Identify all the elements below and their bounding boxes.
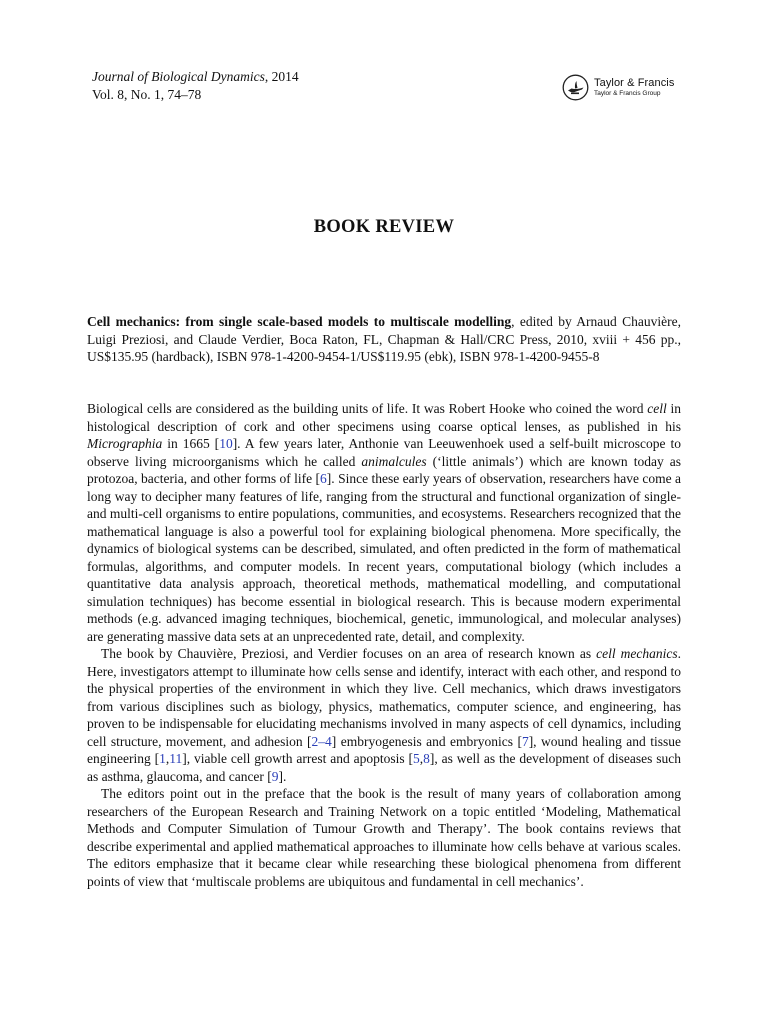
reference-link[interactable]: 7 [521, 733, 529, 749]
paragraph-2 [87, 645, 681, 785]
text: , [165, 751, 170, 766]
text: ] embryogenesis and embryonics [ [331, 733, 522, 749]
review-body [87, 400, 681, 890]
reference-link[interactable]: 9 [271, 768, 279, 784]
italic-term: cell mechanics [596, 646, 678, 661]
paragraph-1 [87, 400, 681, 645]
text: ], wound healing and tissue engineering [ [87, 733, 681, 766]
reference-link[interactable]: 1 [159, 751, 166, 766]
text: The book by Chauvière, Preziosi, and Verdier focuses on an area of research known as [101, 646, 597, 661]
text: (‘little animals’) which are known today as protozoa, bacteria, and other forms of life [ [87, 453, 681, 486]
book-title: Cell mechanics: from single scale-based models to multiscale modelling [87, 314, 512, 329]
text: , [419, 751, 424, 766]
text: ]. A few years later, Anthonie van Leeuwenhoek used a self-built microscope to observe living microorganisms which he called [87, 436, 681, 469]
journal-volume: Vol. 8, No. 1, 74–78 [92, 87, 202, 102]
lamp-icon [562, 74, 589, 101]
text: in histological description of cork and other specimens using coarse optical lenses, as published in his [87, 401, 681, 434]
reference-link[interactable]: 2–4 [311, 733, 332, 749]
publisher-group: Taylor & Francis Group [594, 90, 661, 97]
text: Biological cells are considered as the building units of life. It was Robert Hooke who coined the word [87, 401, 648, 416]
journal-year: , 2014 [264, 69, 299, 84]
text: . Here, investigators attempt to illuminate how cells sense and identify, interact with each other, and respond to the physical properties of the environment in which they live. Cell mechanics, which draws investigators from various disciplines such as biology, physics, mathematics, computer science, and engineering, has proven to be indispensable for elucidating mechanisms involved in many aspects of cell dynamics, including cell structure, movement, and adhesion [ [87, 646, 681, 749]
journal-info [92, 68, 299, 104]
italic-term: animalcules [361, 453, 427, 469]
italic-term: cell [647, 401, 667, 416]
text: ]. Since these early years of observation, researchers have come a long way to decipher many features of life, ranging from the structural and functional organization of single- and multi-cell organisms to entire populations, communities, and ecosystems. Researchers recognized that the mathematical language is also a powerful tool for explaining biological phenomena. More specifically, the dynamics of biological systems can be described, simulated, and often predicted in the form of mathematical formulas, algorithms, and computer models. In recent years, computational biology (which includes a quantitative data analysis approach, theoretical methods, mathematical modelling, and computational simulation techniques) has become essential in biological research. This is because modern experimental methods (e.g. advanced imaging techniques, biochemical, genetic, immunological, and molecular analyses) are generating massive data sets at an unprecedented rate, detail, and complexity. [87, 471, 681, 644]
journal-citation-line [92, 68, 299, 86]
publisher-logo [562, 74, 674, 101]
paragraph-3: The editors point out in the preface that the book is the result of many years of collaboration among researchers of the European Research and Training Network on a topic entitled ‘Modeling, Mathematical Methods and Computer Simulation of Tumour Growth and Therapy’. The book contains reviews that describe experimental and applied mathematical approaches to illuminate how cells behave at various scales. The editors emphasize that it became clear while researching these biological phenomena from different points of view that ‘multiscale problems are ubiquitous and fundamental in cell mechanics’. [87, 786, 681, 889]
reference-link[interactable]: 5 [412, 751, 420, 766]
reference-link[interactable]: 8 [423, 751, 430, 766]
text: ], as well as the development of diseases such as asthma, glaucoma, and cancer [ [87, 751, 681, 784]
italic-term: Micrographia [87, 436, 163, 451]
text: ]. [278, 768, 287, 784]
reference-link[interactable]: 10 [219, 436, 233, 451]
journal-name: Journal of Biological Dynamics [92, 69, 265, 84]
book-details: , edited by Arnaud Chauvière, Luigi Preziosi, and Claude Verdier, Boca Raton, FL, Chapman & Hall/CRC Press, 2010, xviii + 456 pp., US$135.95 (hardback), ISBN 978-1-4200-9454-1/US$119.95 (ebk), ISBN 978-1-4200-9455-8 [87, 314, 681, 365]
reference-link[interactable]: 11 [169, 751, 183, 766]
reference-link[interactable]: 6 [320, 471, 327, 486]
page-title: BOOK REVIEW [313, 217, 455, 237]
book-citation [87, 313, 681, 366]
text: in 1665 [ [162, 436, 220, 451]
text: ], viable cell growth arrest and apoptosis [ [182, 751, 413, 766]
publisher-name: Taylor & Francis [594, 77, 675, 89]
